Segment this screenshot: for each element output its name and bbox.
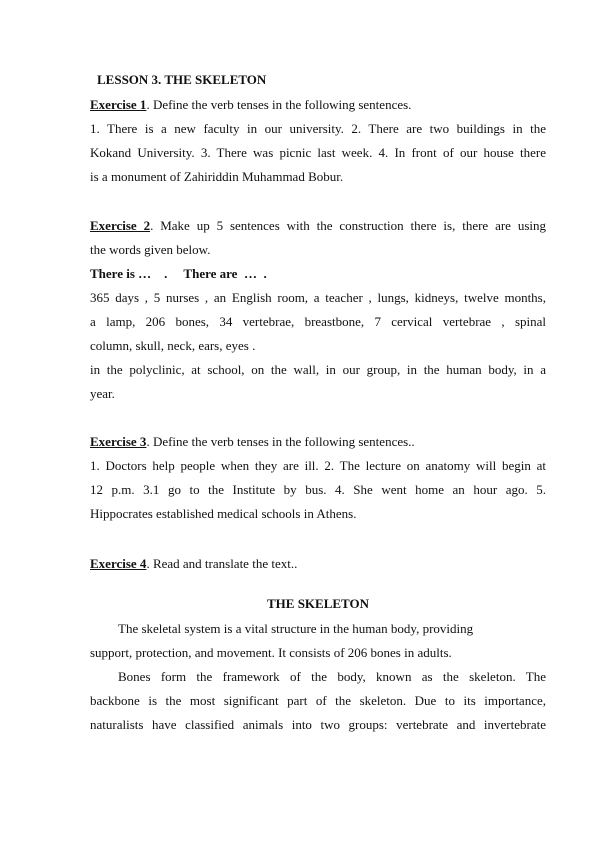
exercise-4-heading	[90, 556, 546, 572]
exercise-3-instruction: . Define the verb tenses in the following sentences..	[146, 434, 415, 449]
exercise-1-line: is a monument of Zahiriddin Muhammad Bobur.	[90, 169, 344, 184]
text-line: naturalists have classified animals into two groups: vertebrate and invertebrate	[90, 717, 546, 732]
exercise-1-line: 1. There is a new faculty in our university. 2. There are two buildings in the	[90, 121, 546, 136]
exercise-3-line: Hippocrates established medical schools in Athens.	[90, 506, 357, 521]
exercise-4-label: Exercise 4	[90, 556, 147, 571]
text-title: THE SKELETON	[267, 596, 369, 611]
exercise-3-line: 1. Doctors help people when they are ill. 2. The lecture on anatomy will begin at	[90, 458, 546, 473]
text-line: support, protection, and movement. It consists of 206 bones in adults.	[90, 645, 452, 660]
exercise-1-instruction: . Define the verb tenses in the following sentences.	[146, 97, 412, 112]
exercise-1-label: Exercise 1	[90, 97, 147, 112]
exercise-2-label: Exercise 2	[90, 218, 151, 233]
exercise-2-line: a lamp, 206 bones, 34 vertebrae, breastbone, 7 cervical vertebrae , spinal	[90, 314, 546, 329]
exercise-2-instruction: . Make up 5 sentences with the construction there is, there are using	[150, 218, 547, 233]
exercise-2-heading	[90, 218, 546, 234]
exercise-3-heading	[90, 434, 546, 450]
exercise-1-heading	[90, 97, 546, 113]
exercise-2-line: 365 days , 5 nurses , an English room, a teacher , lungs, kidneys, twelve months,	[90, 290, 546, 305]
exercise-2-line: column, skull, neck, ears, eyes .	[90, 338, 256, 353]
exercise-2-constructions: There is … . There are … .	[90, 266, 267, 281]
text-line: backbone is the most significant part of the skeleton. Due to its importance,	[90, 693, 546, 708]
exercise-4-instruction: . Read and translate the text..	[146, 556, 298, 571]
text-line: The skeletal system is a vital structure in the human body, providing	[118, 621, 474, 636]
exercise-3-line: 12 p.m. 3.1 go to the Institute by bus. 4. She went home an hour ago. 5.	[90, 482, 546, 497]
lesson-title: LESSON 3. THE SKELETON	[97, 72, 267, 87]
exercise-3-label: Exercise 3	[90, 434, 147, 449]
exercise-1-line: Kokand University. 3. There was picnic last week. 4. In front of our house there	[90, 145, 546, 160]
exercise-2-line: in the polyclinic, at school, on the wall, in our group, in the human body, in a	[90, 362, 546, 377]
exercise-2-instruction-cont: the words given below.	[90, 242, 211, 257]
text-line: Bones form the framework of the body, known as the skeleton. The	[118, 669, 546, 684]
exercise-2-line: year.	[90, 386, 115, 401]
